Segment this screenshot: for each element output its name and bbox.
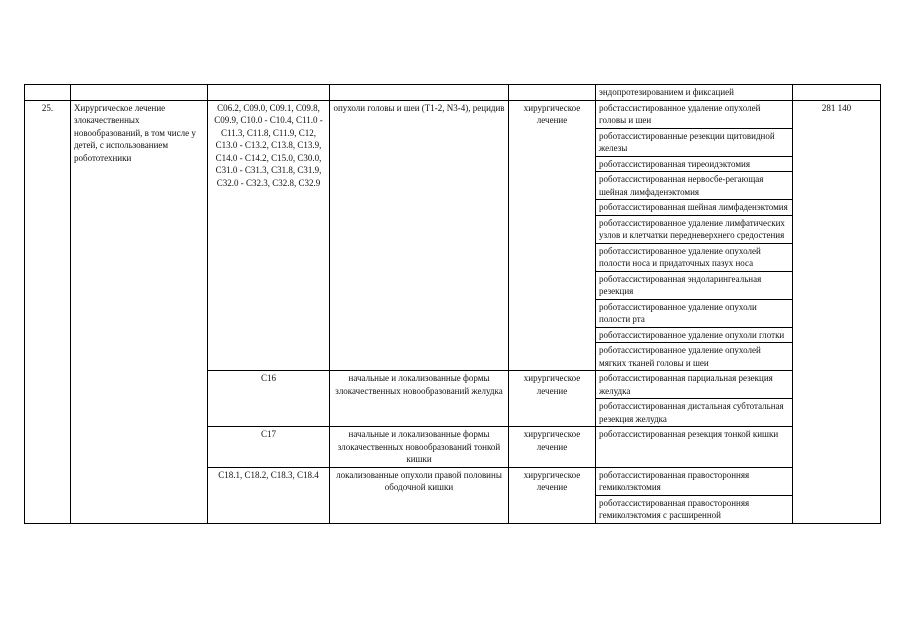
method-cell: роботассистированная эндоларингеальная резекция (596, 271, 793, 299)
treatment-type: хирургическое лечение (509, 371, 596, 427)
price: 281 140 (793, 100, 881, 523)
care-name: Хирургическое лечение злокачественных новообразований, в том числе у детей, с использованием робототехники (71, 100, 208, 523)
method-cell: роботассистированная правосторонняя гемиколэктомия (596, 467, 793, 495)
method-cell: эндопротезированием и фиксацией (596, 85, 793, 101)
method-cell: роботассистированное удаление опухолей полости носа и придаточных пазух носа (596, 243, 793, 271)
method-cell: роботассистированная парциальная резекция желудка (596, 371, 793, 399)
table-row-previous (25, 85, 881, 101)
method-cell: роботассистированная шейная лимфаденэктомия (596, 200, 793, 216)
row-number: 25. (25, 100, 71, 523)
table-row (25, 100, 881, 128)
diagnosis: начальные и локализованные формы злокачественных новообразований тонкой кишки (330, 427, 509, 468)
method-cell: роботассистированная тиреоидэктомия (596, 156, 793, 172)
treatment-type: хирургическое лечение (509, 427, 596, 468)
method-cell: роботассистированная правосторонняя гемиколэктомия с расширенной (596, 495, 793, 523)
icd-codes: C18.1, C18.2, C18.3, C18.4 (208, 467, 330, 523)
method-cell: роботассистированное удаление лимфатических узлов и клетчатки передневерхнего средостения (596, 215, 793, 243)
treatment-type: хирургическое лечение (509, 467, 596, 523)
method-cell: роботассистированная резекция тонкой кишки (596, 427, 793, 468)
diagnosis: локализованные опухоли правой половины ободочной кишки (330, 467, 509, 523)
treatment-type: хирургическое лечение (509, 100, 596, 371)
icd-codes: C06.2, C09.0, C09.1, C09.8, C09.9, C10.0 - C10.4, C11.0 - C11.3, C11.8, C11.9, C12, C13.0 - C13.2, C13.8, C13.9, C14.0 - C14.2, C15.0, C30.0, C31.0 - C31.3, C31.8, C31.9, C32.0 - C32.3, C32.8, C32.9 (208, 100, 330, 371)
diagnosis: начальные и локализованные формы злокачественных новообразований желудка (330, 371, 509, 427)
method-cell: роботассистированное удаление опухоли глотки (596, 327, 793, 343)
method-cell: роботассистированное удаление опухолей мягких тканей головы и шеи (596, 343, 793, 371)
diagnosis: опухоли головы и шеи (T1-2, N3-4), рецидив (330, 100, 509, 371)
method-cell: роботассистированная дистальная субтотальная резекция желудка (596, 399, 793, 427)
icd-codes: C16 (208, 371, 330, 427)
icd-codes: C17 (208, 427, 330, 468)
method-cell: роботассистированные резекции щитовидной железы (596, 128, 793, 156)
medical-care-table (24, 84, 881, 524)
method-cell: робстассистированное удаление опухолей головы и шеи (596, 100, 793, 128)
method-cell: роботассистированное удаление опухоли полости рта (596, 299, 793, 327)
method-cell: роботассистированная нервосбе-регающая шейная лимфаденэктомия (596, 172, 793, 200)
